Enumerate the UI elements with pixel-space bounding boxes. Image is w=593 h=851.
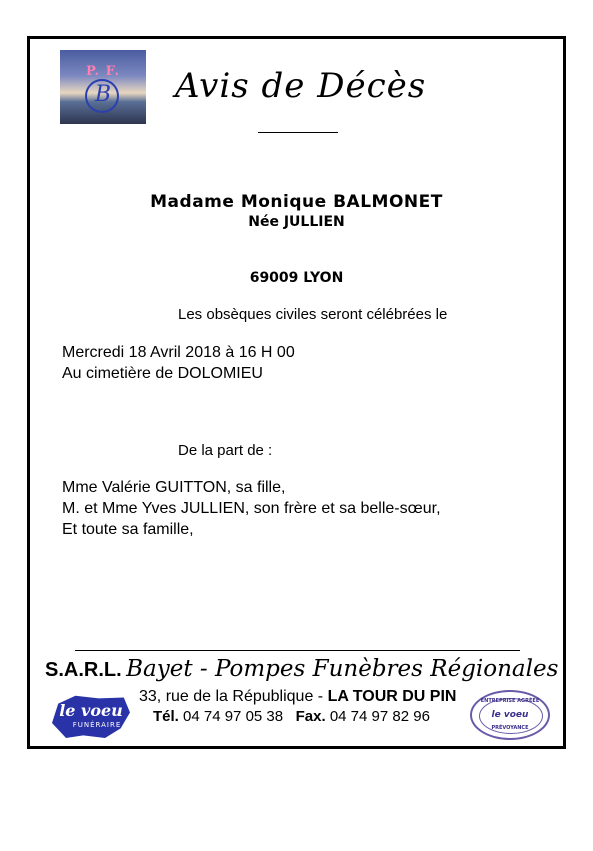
title-divider	[258, 132, 338, 133]
brand-word: le voeu	[59, 701, 123, 720]
company-name: Bayet - Pompes Funèbres Régionales	[126, 656, 559, 682]
family-member: M. et Mme Yves JULLIEN, son frère et sa belle-sœur,	[62, 500, 441, 517]
deceased-name: Madame Monique BALMONET	[150, 192, 443, 212]
family-member: Mme Valérie GUITTON, sa fille,	[62, 479, 286, 496]
badge-bottom-text: PRÉVOYANCE	[491, 725, 529, 731]
family-member: Et toute sa famille,	[62, 521, 194, 538]
ceremony-place: Au cimetière de DOLOMIEU	[62, 365, 263, 382]
address-city: LA TOUR DU PIN	[327, 688, 457, 705]
deceased-city: 69009 LYON	[249, 270, 344, 286]
company-contact	[153, 708, 430, 725]
tel-number: 04 74 97 05 38	[183, 708, 284, 725]
ceremony-date: Mercredi 18 Avril 2018 à 16 H 00	[62, 344, 295, 361]
footer-divider	[75, 650, 520, 651]
deceased-maiden-name: Née JULLIEN	[248, 214, 345, 230]
badge-top-text: ENTREPRISE AGRÉÉE	[480, 698, 540, 704]
brand-tagline: FUNÉRAIRE	[72, 721, 122, 729]
ceremony-intro: Les obsèques civiles seront célébrées le	[178, 306, 448, 323]
le-voeu-logo	[52, 694, 130, 744]
company-legal-form: S.A.R.L.	[45, 659, 122, 681]
page-title: Avis de Décès	[175, 66, 427, 106]
family-intro: De la part de :	[178, 442, 273, 459]
pf-logo	[60, 50, 146, 124]
logo-letters: P. F.	[85, 64, 121, 79]
address-street: 33, rue de la République -	[139, 688, 328, 705]
company-address	[139, 688, 456, 706]
company-line	[45, 656, 565, 682]
fax-number: 04 74 97 82 96	[329, 708, 430, 725]
fax-label: Fax.	[295, 708, 326, 725]
logo-initial: B	[94, 82, 112, 107]
approved-company-badge	[470, 690, 550, 740]
badge-mid-text: le voeu	[491, 710, 529, 720]
tel-label: Tél.	[153, 708, 179, 725]
notice-frame	[27, 36, 566, 749]
